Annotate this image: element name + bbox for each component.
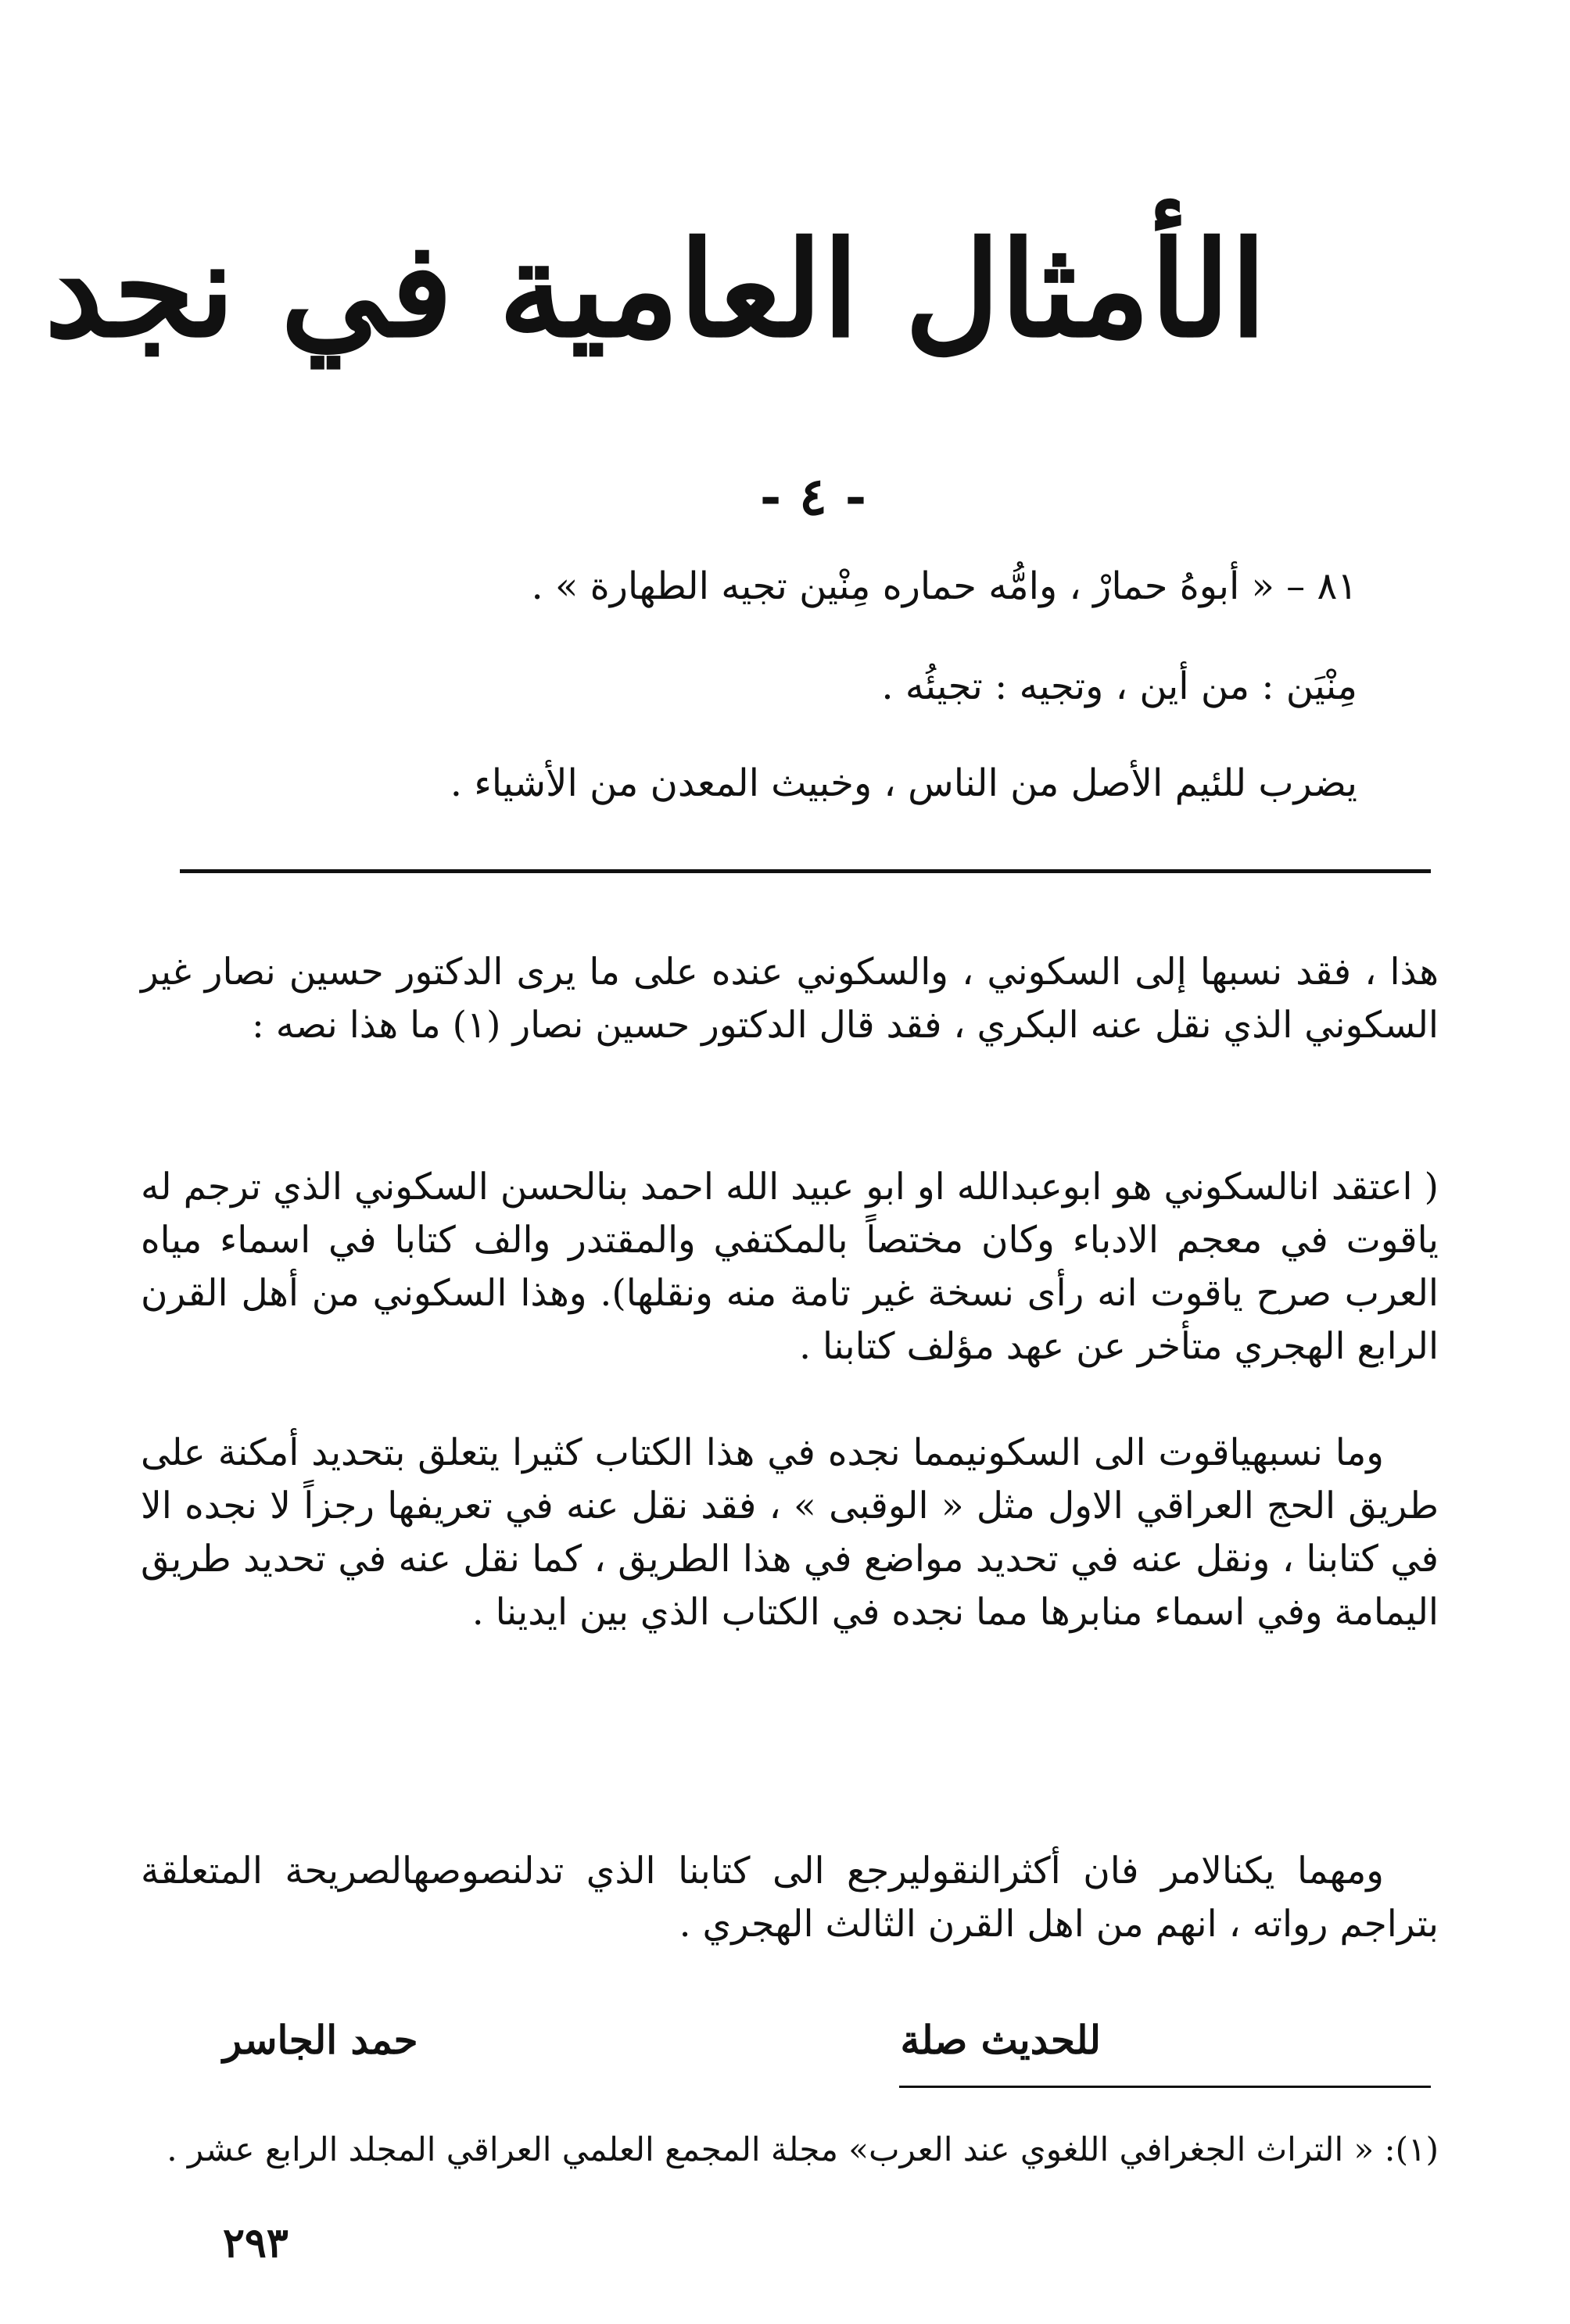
body-paragraph: ومهما يكنالامر فان أكثرالنقوليرجع الى كتابنا الذي تدلنصوصهالصريحة المتعلقة بتراجم رواته ، انهم من اهل القرن الثالث الهجري . — [141, 1850, 1439, 1946]
proverb-text: ٨١ – « أبوهُ حمارْ ، وامُّه حماره مِنْين تجيه الطهارة » . — [531, 564, 1357, 608]
body-paragraph: هذا ، فقد نسبها إلى السكوني ، والسكوني عنده على ما يرى الدكتور حسين نصار غير السكوني الذي نقل عنه البكري ، فقد قال الدكتور حسين نصار (١) ما هذا نصه : — [141, 951, 1439, 1047]
proverb-usage: يضرب للئيم الأصل من الناس ، وخبيث المعدن من الأشياء . — [450, 761, 1357, 805]
author-name: حمد الجاسر — [223, 2017, 418, 2063]
series-title: الأمثال العامية في نجد — [44, 212, 1267, 367]
body-paragraph: وما نسبهياقوت الى السكونيمما نجده في هذا الكتاب كثيرا يتعلق بتحديد أمكنة على طريق الحج العراقي الاول مثل « الوقبى » ، فقد نقل عنه في تعريفها رجزاً لا نجده الا في كتابنا ، ونقل عنه في تحديد مواضع في هذا الطريق ، كما نقل عنه في تحديد طريق اليمامة وفي اسماء منابرها مما نجده في الكتاب الذي بين ايدينا . — [141, 1431, 1439, 1634]
footnote: (١): « التراث الجغرافي اللغوي عند العرب» مجلة المجمع العلمي العراقي المجلد الرابع عشر . — [167, 2130, 1439, 2168]
section-divider — [180, 869, 1431, 873]
proverb-gloss: مِنْيَن : من أين ، وتجيه : تجيئُه . — [881, 664, 1357, 708]
footnote-divider — [899, 2086, 1431, 2088]
page-number: ٢٩٣ — [223, 2219, 289, 2267]
body-paragraph: ( اعتقد انالسكوني هو ابوعبدالله او ابو عبيد الله احمد بنالحسن السكوني الذي ترجم له ياقوت في معجم الادباء وكان مختصاً بالمكتفي والمقتدر والف كتابا في اسماء مياه العرب صرح ياقوت انه رأى نسخة غير تامة منه ونقلها). وهذا السكوني من أهل القرن الرابع الهجري متأخر عن عهد مؤلف كتابنا . — [141, 1166, 1439, 1368]
series-number: - ٤ - — [759, 466, 867, 527]
continuation-note: للحديث صلة — [900, 2017, 1101, 2063]
